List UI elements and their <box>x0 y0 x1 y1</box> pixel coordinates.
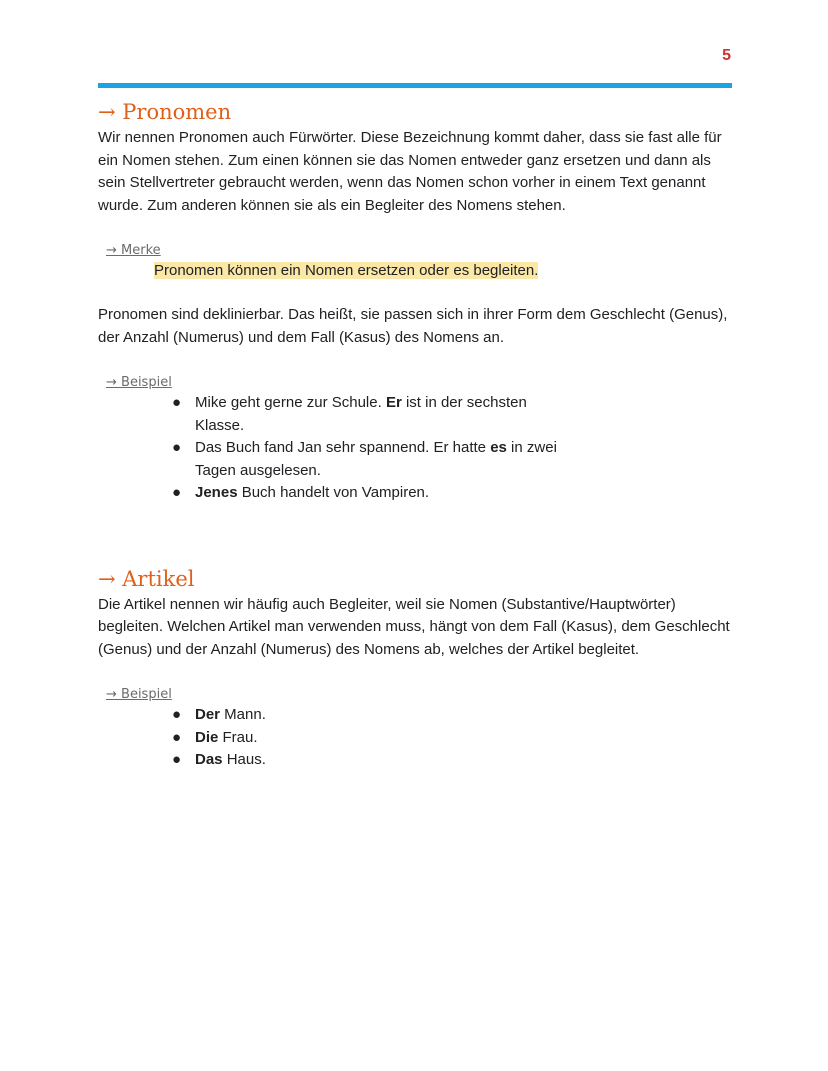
document-body <box>98 97 734 772</box>
bullet-icon: ● <box>172 751 182 768</box>
artikel-heading: → Artikel <box>98 566 195 591</box>
example-post: Buch handelt von Vampiren. <box>237 484 430 501</box>
pronomen-intro: Wir nennen Pronomen auch Fürwörter. Diese Bezeichnung kommt daher, dass sie fast alle für ein Nomen stehen. Zum einen können sie das Nomen entweder ganz ersetzen und dann als sein Stellvertreter gebraucht werden, wenn das Nomen schon vorher in einem Text genannt wurde. Zum anderen können sie als ein Begleiter des Nomens stehen. <box>98 129 722 214</box>
merke-label-text: → Merke <box>106 243 161 258</box>
example-post: ist in der sechsten Klasse. <box>195 394 527 434</box>
example-post: Mann. <box>220 706 266 723</box>
header-rule <box>98 83 732 88</box>
pronomen-example-list <box>98 392 734 505</box>
pronomen-example-label <box>98 373 734 392</box>
list-item <box>98 482 570 505</box>
bullet-icon: ● <box>172 706 182 723</box>
example-pre: Das Buch fand Jan sehr spannend. Er hatte <box>195 439 491 456</box>
artikel-example-label-text: → Beispiel <box>106 687 172 702</box>
example-pre: Mike geht gerne zur Schule. <box>195 394 386 411</box>
example-bold: Der <box>195 706 221 723</box>
example-post: Frau. <box>218 728 258 746</box>
example-bold: Er <box>385 394 402 411</box>
example-bold: Das <box>195 751 223 768</box>
merke-box <box>154 260 734 282</box>
page-number: 5 <box>722 47 731 64</box>
bullet-icon: ● <box>172 484 182 501</box>
list-item <box>98 704 570 727</box>
example-post: in zwei Tagen ausgelesen. <box>195 439 557 479</box>
list-item <box>98 727 570 750</box>
bullet-icon: ● <box>172 439 182 456</box>
pronomen-heading: → Pronomen <box>98 100 232 124</box>
merke-highlight-text: Pronomen können ein Nomen ersetzen oder es begleiten. <box>154 262 539 279</box>
list-item <box>98 392 570 437</box>
artikel-example-label <box>98 685 734 704</box>
example-bold: es <box>490 439 507 456</box>
pronomen-example-label-text: → Beispiel <box>106 375 172 390</box>
pronomen-declension: Pronomen sind deklinierbar. Das heißt, sie passen sich in ihrer Form dem Geschlecht (Genus), der Anzahl (Numerus) und dem Fall (Kasus) des Nomens an. <box>98 306 728 346</box>
artikel-intro: Die Artikel nennen wir häufig auch Begleiter, weil sie Nomen (Substantive/Hauptwörter) begleiten. Welchen Artikel man verwenden muss, hängt von dem Fall (Kasus), dem Geschlecht (Genus) und der Anzahl (Numerus) des Nomens ab, welches der Artikel begleitet. <box>98 595 730 658</box>
bullet-icon: ● <box>172 728 182 746</box>
artikel-example-list <box>98 704 734 772</box>
example-bold: Jenes <box>195 484 238 501</box>
example-post: Haus. <box>222 751 266 768</box>
bullet-icon: ● <box>172 394 182 411</box>
example-bold: Die <box>195 728 219 746</box>
merke-label <box>98 241 734 260</box>
list-item <box>98 749 570 772</box>
list-item <box>98 437 570 482</box>
